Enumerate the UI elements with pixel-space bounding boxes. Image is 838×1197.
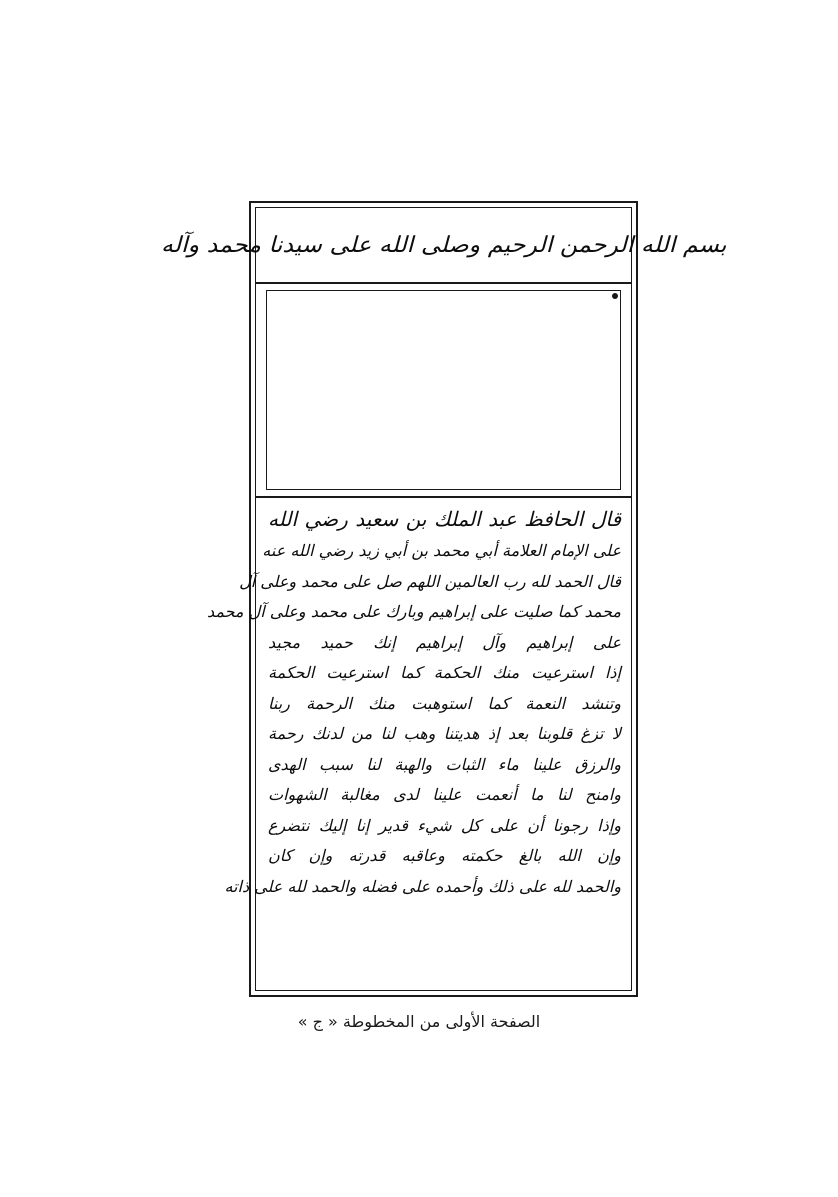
- manuscript-inner-frame: [160, 207, 727, 991]
- manuscript-line: إذا استرعيت منك الحكمة كما استرعيت الحكمة: [268, 663, 621, 682]
- manuscript-line: قال الحافظ عبد الملك بن سعيد رضي الله: [268, 507, 621, 531]
- basmala-heading: بسم الله الرحمن الرحيم وصلى الله على سيدنا محمد وآله: [160, 232, 727, 258]
- manuscript-line: والرزق علينا ماء الثبات والهبة لنا سبب الهدى: [268, 754, 621, 774]
- manuscript-line: على الإمام العلامة أبي محمد بن أبي زيد رضي الله عنه: [262, 541, 621, 560]
- manuscript-line: محمد كما صليت على إبراهيم وبارك على محمد وعلى آل محمد: [206, 602, 621, 621]
- manuscript-line: على إبراهيم وآل إبراهيم إنك حميد مجيد: [268, 632, 621, 652]
- manuscript-line: قال الحمد لله رب العالمين اللهم صل على محمد وعلى آل: [239, 571, 621, 591]
- manuscript-line: والحمد لله على ذلك وأحمده على فضله والحمد لله على ذاته: [224, 876, 621, 896]
- text-divider-rule: [256, 496, 631, 498]
- manuscript-line: وتنشد النعمة كما استوهبت منك الرحمة ربنا: [268, 693, 621, 713]
- ink-mark: [612, 293, 618, 299]
- manuscript-line: وإذا رجونا أن على كل شيء قدير إنا إليك نتضرع: [268, 815, 621, 835]
- heading-band: [160, 208, 727, 284]
- figure-caption: الصفحة الأولى من المخطوطة « ج »: [297, 1012, 541, 1031]
- manuscript-frame: [160, 201, 727, 997]
- manuscript-line: وامنح لنا ما أنعمت علينا لدى مغالبة الشهوات: [268, 785, 621, 804]
- manuscript-line: وإن الله بالغ حكمته وعاقبه قدرته وإن كان: [268, 846, 621, 865]
- manuscript-text-body: [206, 502, 621, 978]
- manuscript-line: لا تزغ قلوبنا بعد إذ هديتنا وهب لنا من لدنك رحمة: [268, 724, 621, 743]
- blank-title-box: [266, 290, 621, 490]
